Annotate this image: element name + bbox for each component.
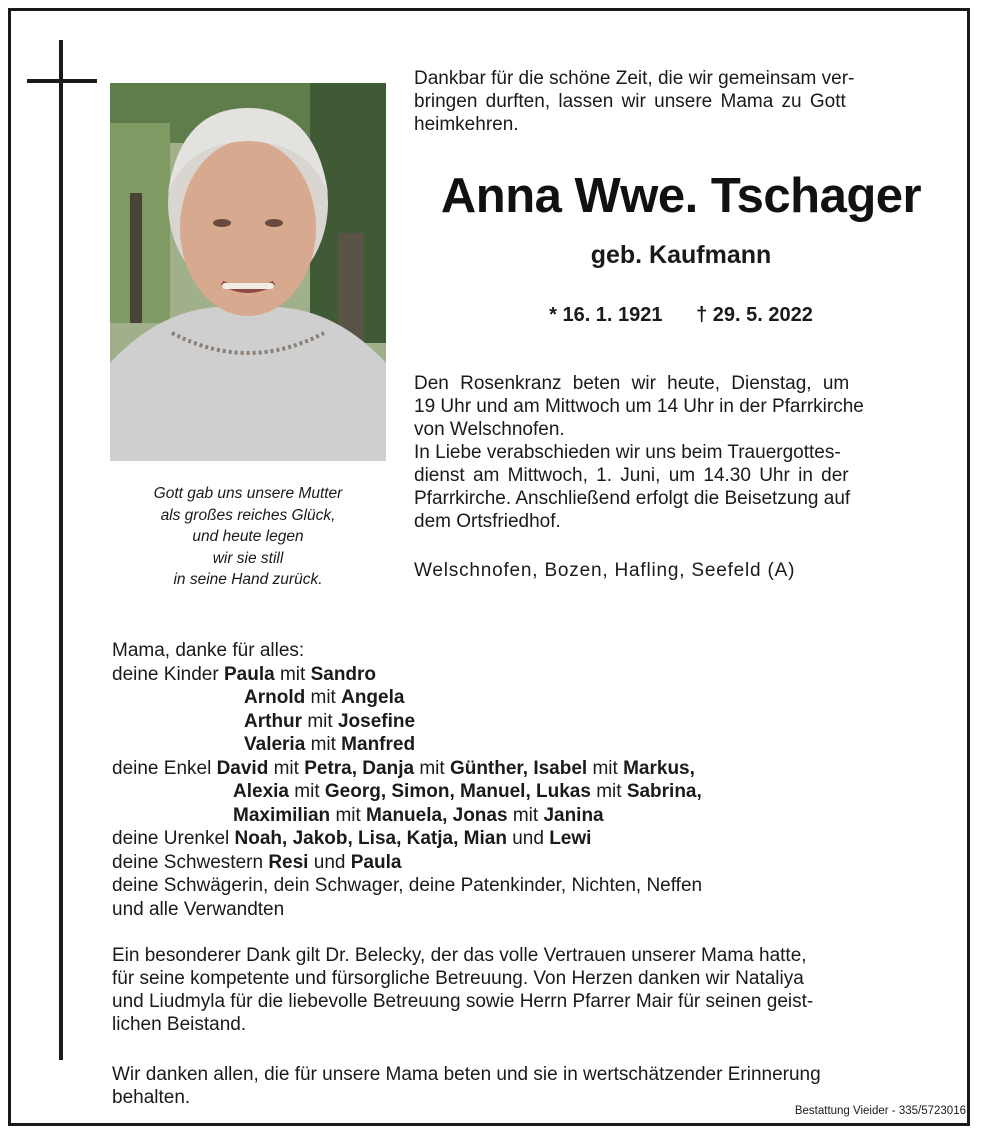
with-word: mit	[279, 663, 306, 685]
great-grandchild-name: Lewi	[549, 828, 592, 849]
children-row	[112, 710, 952, 734]
partner-name: Manfred	[341, 734, 416, 755]
partner-name: Josefine	[337, 710, 416, 732]
portrait-illustration	[110, 83, 386, 461]
great-grandchildren-row	[112, 827, 952, 851]
grandchild-name: Alexia	[233, 781, 289, 802]
poem-line: als großes reiches Glück,	[160, 506, 336, 524]
child-name: Arnold	[244, 687, 306, 708]
partner-name: Angela	[341, 687, 405, 708]
poem-line: und heute legen	[192, 528, 304, 545]
with-word: mit	[592, 757, 618, 779]
poem-line: wir sie still	[212, 549, 284, 567]
family-intro: Mama, danke für alles:	[112, 640, 305, 661]
with-word: mit	[273, 757, 299, 779]
grandchild-name: Georg, Simon, Manuel, Lukas	[324, 781, 591, 802]
service-line: 19 Uhr und am Mittwoch um 14 Uhr in der Pfarrkirche	[414, 396, 864, 417]
poem-line: Gott gab uns unsere Mutter	[153, 485, 343, 502]
service-line: von Welschnofen.	[414, 419, 565, 440]
great-grandchildren-names: Noah, Jakob, Lisa, Katja, Mian	[234, 828, 507, 849]
grandchildren-row	[112, 757, 952, 781]
sister-name: Paula	[350, 851, 402, 873]
service-info	[414, 372, 948, 533]
birth-name: geb. Kaufmann	[590, 241, 772, 269]
service-line: In Liebe verabschieden wir uns beim Trauergottes-	[414, 442, 841, 463]
great-grandchildren-label: deine Urenkel	[112, 828, 230, 849]
thanks-paragraph	[112, 944, 948, 1036]
grandchildren-label: deine Enkel	[112, 757, 212, 779]
birth-date: * 16. 1. 1921	[549, 304, 663, 326]
life-dates	[414, 304, 948, 327]
grandchild-name: Petra, Danja	[304, 757, 415, 779]
grandchild-name: Maximilian	[233, 804, 331, 826]
grandchildren-row	[112, 780, 952, 804]
thanks-line: und Liudmyla für die liebevolle Betreuung sowie Herrn Pfarrer Mair für seinen geist-	[112, 991, 814, 1012]
children-label: deine Kinder	[112, 663, 219, 685]
children-row	[112, 686, 952, 710]
with-word: mit	[512, 804, 539, 826]
sister-name: Resi	[268, 851, 309, 873]
and-word: und	[313, 851, 346, 873]
and-word: und	[512, 828, 544, 849]
children-row	[112, 733, 952, 757]
service-line: Pfarrkirche. Anschließend erfolgt die Beisetzung auf	[414, 488, 851, 509]
death-date: † 29. 5. 2022	[696, 304, 813, 326]
deceased-name: Anna Wwe. Tschager	[440, 169, 922, 223]
final-thanks	[112, 1063, 948, 1109]
memorial-poem	[110, 483, 386, 591]
thanks-line: Ein besonderer Dank gilt Dr. Belecky, der das volle Vertrauen unserer Mama hatte,	[112, 945, 807, 966]
with-word: mit	[419, 757, 445, 779]
intro-line: bringen durften, lassen wir unsere Mama zu Gott	[414, 91, 846, 112]
sisters-label: deine Schwestern	[112, 851, 264, 873]
intro-line: heimkehren.	[414, 114, 519, 135]
child-name: Paula	[223, 663, 275, 685]
grandchild-name: Sabrina,	[626, 781, 702, 802]
final-line: Wir danken allen, die für unsere Mama beten und sie in wertschätzender Erinnerung	[112, 1064, 821, 1085]
with-word: mit	[294, 781, 320, 802]
places-line: Welschnofen, Bozen, Hafling, Seefeld (A)	[414, 560, 796, 581]
thanks-line: für seine kompetente und fürsorgliche Betreuung. Von Herzen danken wir Nataliya	[112, 968, 804, 989]
grandchild-name: Markus,	[623, 757, 695, 779]
final-line: behalten.	[112, 1087, 191, 1108]
thanks-line: lichen Beistand.	[112, 1014, 247, 1035]
child-name: Arthur	[244, 710, 303, 732]
intro-text	[414, 67, 948, 136]
service-line: dem Ortsfriedhof.	[414, 511, 561, 532]
with-word: mit	[310, 687, 336, 708]
grandchild-name: David	[216, 757, 269, 779]
relatives-row: deine Schwägerin, dein Schwager, deine Patenkinder, Nichten, Neffen	[112, 875, 703, 896]
child-name: Valeria	[244, 734, 306, 755]
children-row	[112, 663, 952, 687]
grandchild-name: Manuela, Jonas	[366, 804, 508, 826]
poem-line: in seine Hand zurück.	[173, 571, 323, 588]
portrait-photo	[110, 83, 386, 461]
service-line: Den Rosenkranz beten wir heute, Dienstag, um	[414, 373, 850, 394]
with-word: mit	[307, 710, 333, 732]
grandchild-name: Janina	[543, 804, 604, 826]
relatives-row: und alle Verwandten	[112, 898, 285, 920]
grandchildren-row	[112, 804, 952, 828]
with-word: mit	[310, 734, 336, 755]
intro-line: Dankbar für die schöne Zeit, die wir gemeinsam ver-	[414, 68, 855, 89]
funeral-home-credit: Bestattung Vieider - 335/5723016	[794, 1105, 966, 1117]
sisters-row	[112, 851, 952, 875]
family-list	[112, 639, 952, 921]
cross-icon-vertical	[59, 40, 63, 1060]
with-word: mit	[596, 781, 622, 802]
cross-icon-horizontal	[27, 79, 97, 83]
grandchild-name: Günther, Isabel	[449, 757, 588, 779]
with-word: mit	[335, 804, 361, 826]
partner-name: Sandro	[310, 663, 377, 685]
service-line: dienst am Mittwoch, 1. Juni, um 14.30 Uhr in der	[414, 465, 849, 486]
